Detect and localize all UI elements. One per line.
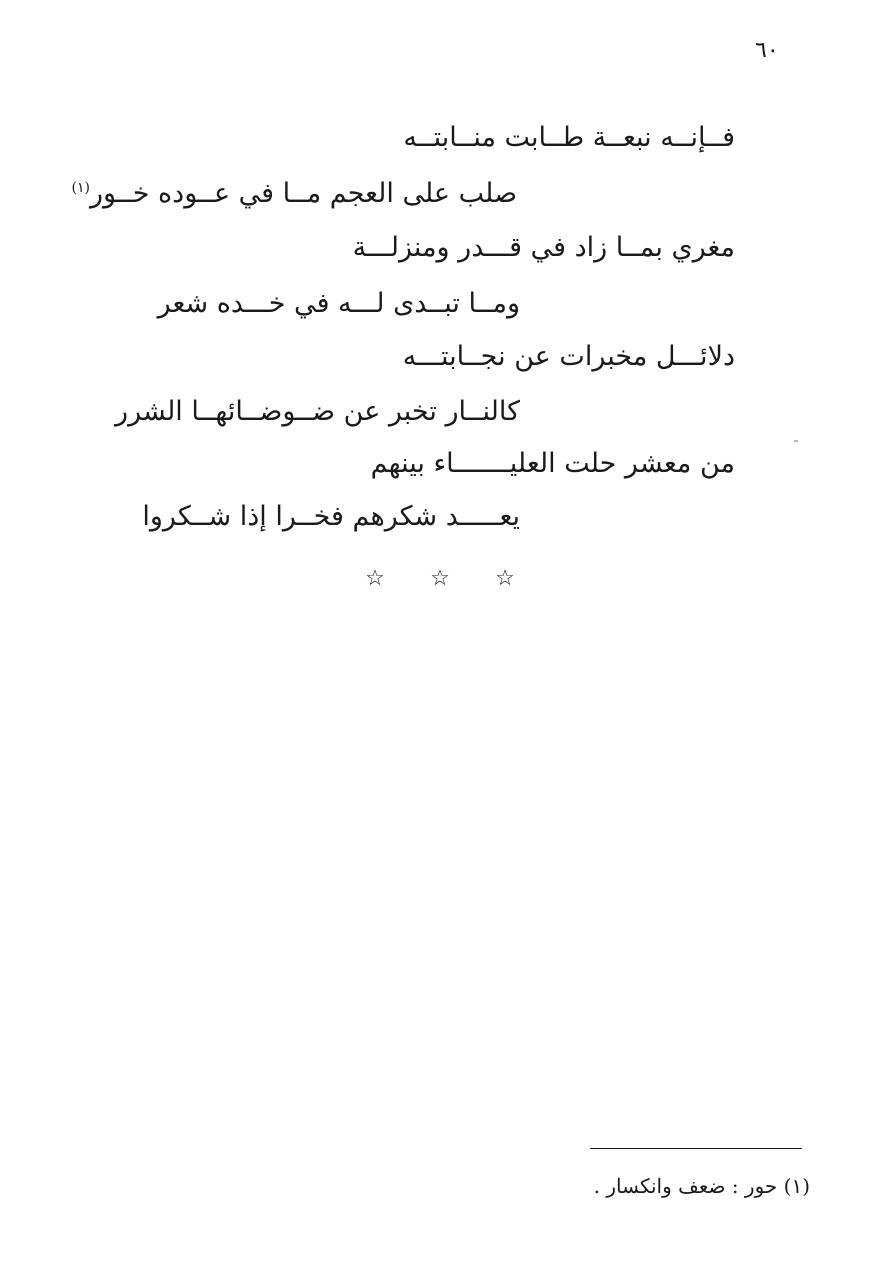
verse-2-second-hemistich: ومــا تبــدى لـــه في خـــده شعر (157, 288, 520, 319)
verse-2-first-hemistich: مغري بمــا زاد في قـــدر ومنزلـــة (352, 232, 735, 263)
star-icon: ☆ (365, 566, 385, 591)
footnote-divider (590, 1148, 802, 1149)
footnote-marker: (١) (71, 180, 90, 196)
verse-1-second-text: صلب على العجم مــا في عــوده خــور (89, 178, 517, 209)
section-separator (360, 566, 520, 591)
verse-3-first-hemistich: دلائـــل مخبرات عن نجــابتـــه (402, 341, 735, 372)
verse-3-second-hemistich: كالنــار تخبر عن ضــوضــائهــا الشرر (115, 396, 520, 427)
verse-1-first-hemistich: فــإنــه نبعــة طــابت منــابتــه (403, 122, 735, 153)
scan-speck (794, 440, 798, 442)
poem (0, 0, 895, 620)
verse-1-second-hemistich (71, 174, 517, 214)
verse-4-first-hemistich: من معشر حلت العليـــــــاء بينهم (370, 448, 735, 479)
page-number: ٦٠ (755, 38, 779, 63)
star-icon: ☆ (495, 566, 515, 591)
footnote: (١) حور : ضعف وانكسار . (593, 1174, 810, 1198)
verse-4-second-hemistich: يعـــــد شكرهم فخــرا إذا شــكروا (142, 501, 520, 532)
star-icon: ☆ (430, 566, 450, 591)
